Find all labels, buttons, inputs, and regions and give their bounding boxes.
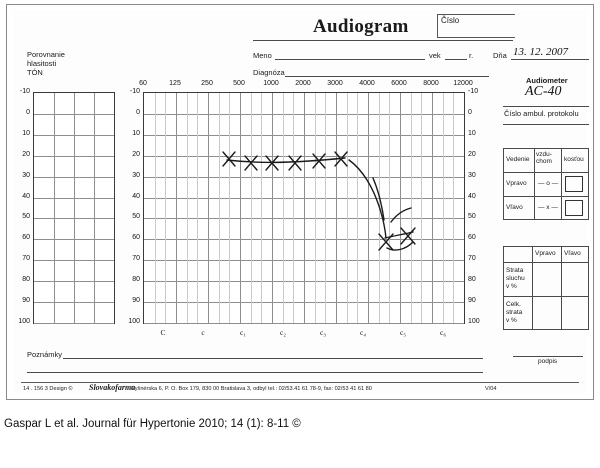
conduction-header-vedenie: Vedenie bbox=[506, 156, 530, 163]
gridline-vertical bbox=[336, 93, 337, 323]
gridline-vertical-minor bbox=[421, 93, 422, 323]
note-tick: c₅ bbox=[400, 328, 406, 337]
y-axis-tick: 0 bbox=[26, 109, 30, 116]
dna-label: Dňa bbox=[493, 51, 507, 60]
gridline-vertical-minor bbox=[325, 93, 326, 323]
brand-logo: Slovakofarma bbox=[89, 383, 136, 392]
y-axis-tick: 90 bbox=[468, 297, 476, 304]
gridline-vertical-minor bbox=[197, 93, 198, 323]
x-axis-tick: 8000 bbox=[423, 80, 439, 87]
gridline-vertical-minor bbox=[155, 93, 156, 323]
meno-rule bbox=[275, 59, 425, 60]
x-axis-tick: 4000 bbox=[359, 80, 375, 87]
x-axis-tick: 2000 bbox=[295, 80, 311, 87]
conduction-row-left-bone-symbol bbox=[565, 200, 583, 216]
conduction-row-left-air: — x — bbox=[538, 204, 558, 211]
form-inner bbox=[13, 10, 587, 394]
gridline-vertical bbox=[74, 93, 75, 323]
title-underline bbox=[253, 40, 513, 41]
y-axis-tick: -10 bbox=[129, 88, 140, 95]
x-axis-tick: 125 bbox=[169, 80, 181, 87]
y-axis-tick: -10 bbox=[19, 88, 30, 95]
left-panel-line2: hlasitosti bbox=[27, 59, 57, 68]
gridline-vertical-minor bbox=[443, 93, 444, 323]
gridline-vertical-minor bbox=[293, 93, 294, 323]
vek-label: vek bbox=[429, 51, 441, 60]
gridline-vertical bbox=[304, 93, 305, 323]
gridline-vertical-minor bbox=[261, 93, 262, 323]
dna-value: 13. 12. 2007 bbox=[513, 46, 568, 58]
note-tick: c₂ bbox=[280, 328, 286, 337]
protocol-label: Číslo ambul. protokolu bbox=[504, 109, 579, 118]
y-axis-tick: 100 bbox=[18, 318, 30, 325]
gridline-vertical bbox=[240, 93, 241, 323]
y-axis-tick: 0 bbox=[136, 109, 140, 116]
conduction-row-divider bbox=[503, 196, 589, 197]
y-axis-tick: 10 bbox=[468, 130, 476, 137]
gridline-vertical bbox=[208, 93, 209, 323]
y-axis-tick: 20 bbox=[132, 151, 140, 158]
audiometer-rule bbox=[503, 106, 589, 107]
gridline-vertical-minor bbox=[219, 93, 220, 323]
y-axis-tick: -10 bbox=[468, 88, 479, 95]
audiogram-form-sheet bbox=[6, 4, 594, 400]
notes-label: Poznámky bbox=[27, 350, 63, 359]
gridline-horizontal bbox=[34, 323, 114, 324]
gridline-vertical-minor bbox=[251, 93, 252, 323]
audiogram-chart bbox=[143, 92, 465, 324]
gridline-vertical-minor bbox=[283, 93, 284, 323]
y-axis-tick: 20 bbox=[22, 151, 30, 158]
y-axis-tick: 60 bbox=[468, 234, 476, 241]
x-axis-tick: 12000 bbox=[453, 80, 473, 87]
y-axis-tick: 100 bbox=[468, 318, 480, 325]
left-panel-line1: Porovnanie bbox=[27, 50, 65, 59]
x-axis-tick: 500 bbox=[233, 80, 245, 87]
y-axis-tick: 60 bbox=[132, 234, 140, 241]
footer-version: V/04 bbox=[485, 386, 497, 392]
y-axis-tick: 90 bbox=[132, 297, 140, 304]
gridline-vertical-minor bbox=[389, 93, 390, 323]
gridline-vertical-minor bbox=[453, 93, 454, 323]
loss-head-divider bbox=[503, 262, 589, 263]
conduction-row-left-label: Vľavo bbox=[506, 204, 523, 211]
gridline-vertical bbox=[368, 93, 369, 323]
y-axis-tick: 80 bbox=[468, 276, 476, 283]
loss-row2-label: Celk. strata v % bbox=[506, 301, 523, 324]
note-tick: c₁ bbox=[240, 328, 246, 337]
gridline-vertical-minor bbox=[229, 93, 230, 323]
note-tick: c₃ bbox=[320, 328, 326, 337]
loss-header-right: Vpravo bbox=[535, 250, 556, 257]
x-axis-tick: 250 bbox=[201, 80, 213, 87]
y-axis-tick: 70 bbox=[468, 255, 476, 262]
y-axis-tick: 30 bbox=[22, 172, 30, 179]
x-axis-tick: 3000 bbox=[327, 80, 343, 87]
loss-row-divider bbox=[503, 296, 589, 297]
diagnoza-label: Diagnóza bbox=[253, 68, 285, 77]
comparison-chart bbox=[33, 92, 115, 324]
notes-rule-1 bbox=[63, 358, 483, 359]
conduction-header-bone: kosťou bbox=[564, 156, 584, 163]
vek-rule bbox=[445, 59, 467, 60]
loss-col2-divider bbox=[561, 246, 562, 330]
gridline-vertical-minor bbox=[187, 93, 188, 323]
audiometer-label: Audiometer bbox=[526, 76, 568, 85]
conduction-row-right-air: — o — bbox=[538, 180, 559, 187]
y-axis-tick: 0 bbox=[468, 109, 472, 116]
vek-unit: r. bbox=[469, 51, 474, 60]
gridline-vertical bbox=[400, 93, 401, 323]
gridline-vertical-minor bbox=[357, 93, 358, 323]
x-axis-tick: 60 bbox=[139, 80, 147, 87]
x-axis-tick: 6000 bbox=[391, 80, 407, 87]
y-axis-tick: 10 bbox=[132, 130, 140, 137]
cislo-label: Číslo bbox=[441, 16, 460, 25]
gridline-vertical-minor bbox=[165, 93, 166, 323]
gridline-vertical-minor bbox=[379, 93, 380, 323]
y-axis-tick: 50 bbox=[468, 213, 476, 220]
y-axis-tick: 70 bbox=[22, 255, 30, 262]
y-axis-tick: 90 bbox=[22, 297, 30, 304]
audiometer-value: AC-40 bbox=[525, 84, 562, 99]
y-axis-tick: 80 bbox=[22, 276, 30, 283]
signature-label: podpis bbox=[538, 358, 558, 365]
footer-address: Pyšnérska 6, P. O. Box 179, 830 00 Bratislava 3, odbyl tel.: 02/53.41 61 78-9, fax: 02/53 41 61 80 bbox=[131, 386, 372, 392]
y-axis-tick: 20 bbox=[468, 151, 476, 158]
note-tick: C bbox=[160, 328, 166, 337]
figure-caption: Gaspar L et al. Journal für Hypertonie 2010; 14 (1): 8-11 © bbox=[4, 418, 301, 430]
gridline-vertical-minor bbox=[347, 93, 348, 323]
y-axis-tick: 70 bbox=[132, 255, 140, 262]
y-axis-tick: 50 bbox=[132, 213, 140, 220]
conduction-col1-divider bbox=[534, 148, 535, 220]
conduction-head-divider bbox=[503, 172, 589, 173]
y-axis-tick: 10 bbox=[22, 130, 30, 137]
y-axis-tick: 40 bbox=[22, 193, 30, 200]
y-axis-tick: 50 bbox=[22, 213, 30, 220]
protocol-rule bbox=[503, 124, 589, 125]
loss-row1-label: Strata sluchu v % bbox=[506, 267, 525, 290]
gridline-horizontal bbox=[144, 323, 464, 324]
x-axis-tick: 1000 bbox=[263, 80, 279, 87]
y-axis-tick: 60 bbox=[22, 234, 30, 241]
conduction-row-right-bone-symbol bbox=[565, 176, 583, 192]
gridline-vertical-minor bbox=[315, 93, 316, 323]
diagnoza-rule bbox=[285, 76, 489, 77]
meno-label: Meno bbox=[253, 51, 272, 60]
gridline-vertical bbox=[94, 93, 95, 323]
note-tick: c bbox=[201, 328, 205, 337]
y-axis-tick: 30 bbox=[468, 172, 476, 179]
loss-col1-divider bbox=[532, 246, 533, 330]
signature-rule bbox=[513, 356, 583, 357]
gridline-vertical bbox=[272, 93, 273, 323]
y-axis-tick: 40 bbox=[468, 193, 476, 200]
y-axis-tick: 40 bbox=[132, 193, 140, 200]
dna-rule bbox=[511, 59, 589, 60]
conduction-row-right-label: Vpravo bbox=[506, 180, 527, 187]
notes-rule-2 bbox=[27, 372, 483, 373]
gridline-vertical-minor bbox=[411, 93, 412, 323]
y-axis-tick: 100 bbox=[128, 318, 140, 325]
page-title: Audiogram bbox=[313, 16, 409, 37]
y-axis-tick: 80 bbox=[132, 276, 140, 283]
gridline-vertical bbox=[176, 93, 177, 323]
note-tick: c₄ bbox=[360, 328, 366, 337]
loss-header-left: Vľavo bbox=[564, 250, 581, 257]
gridline-vertical bbox=[54, 93, 55, 323]
footer-code: 14 . 156 3 Design © bbox=[23, 386, 73, 392]
conduction-header-air: vzdu- chom bbox=[536, 151, 552, 166]
left-panel-line3: TÓN bbox=[27, 68, 43, 77]
y-axis-tick: 30 bbox=[132, 172, 140, 179]
note-tick: c₆ bbox=[440, 328, 446, 337]
gridline-vertical bbox=[432, 93, 433, 323]
conduction-col2-divider bbox=[561, 148, 562, 220]
